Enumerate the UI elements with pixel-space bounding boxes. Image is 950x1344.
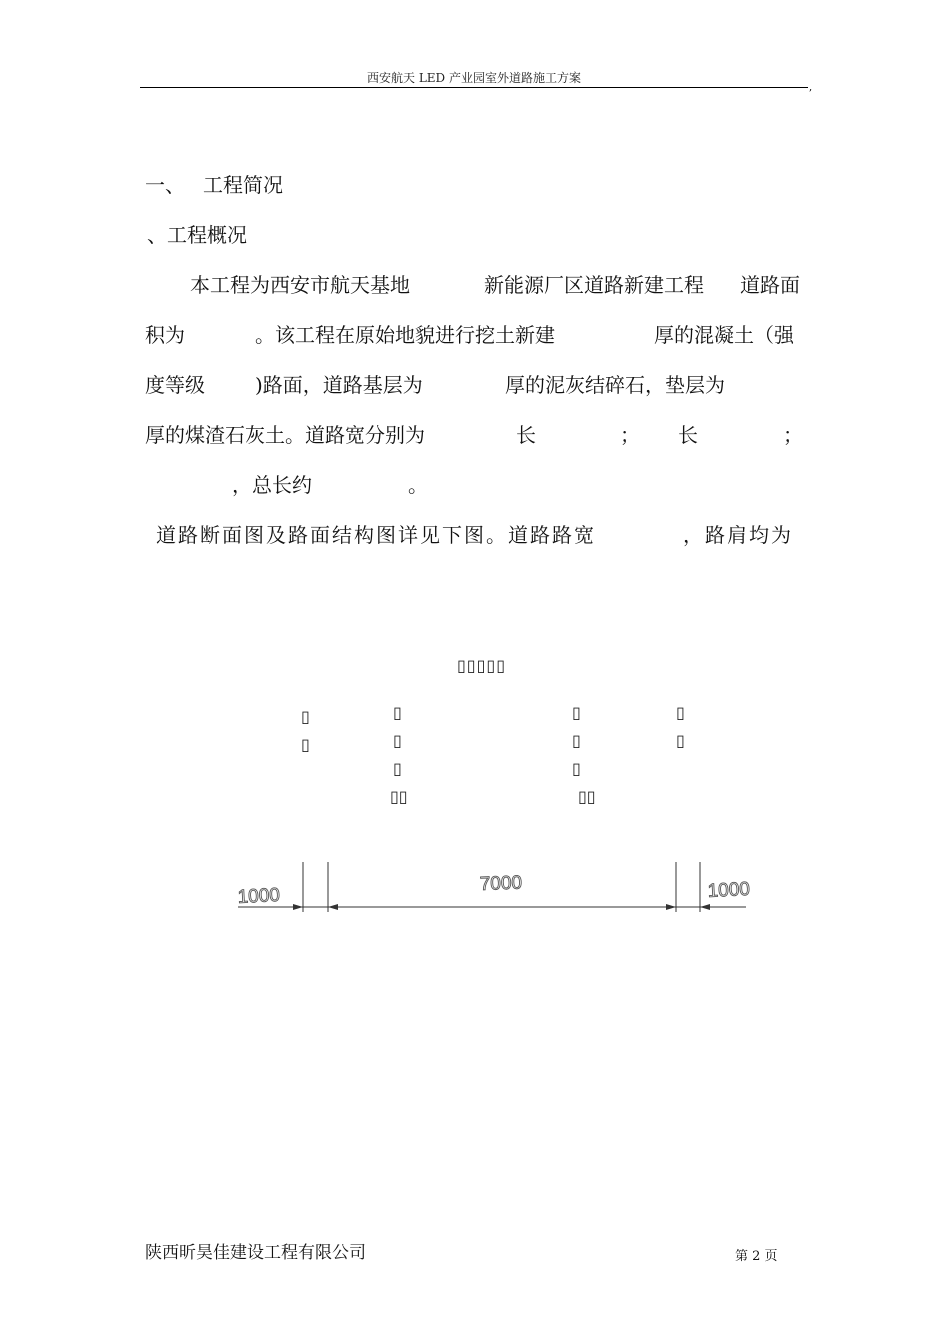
figure-glyph: ▯ — [301, 735, 310, 754]
dim-label-right: 1000 — [707, 878, 751, 902]
figure-title: ▯▯▯▯▯ — [457, 656, 507, 675]
figure-glyph: ▯ — [393, 759, 402, 778]
arrowhead — [700, 904, 710, 910]
figure-glyph: ▯ — [572, 759, 581, 778]
figure-glyph: ▯▯ — [390, 787, 408, 806]
body-text: 积为 — [145, 323, 185, 347]
body-text: ，路肩均为 — [683, 523, 793, 547]
footer-company: 陕西昕昊佳建设工程有限公司 — [145, 1243, 366, 1263]
body-text: )路面，道路基层为 — [255, 373, 423, 397]
dim-label-middle: 7000 — [479, 872, 523, 895]
road-cross-section-dimensions — [230, 850, 760, 930]
figure-glyph: ▯ — [676, 703, 685, 722]
body-text: 。 — [408, 473, 428, 497]
arrowhead — [666, 904, 676, 910]
figure-glyph: ▯▯ — [578, 787, 596, 806]
subsection-title: 、工程概况 — [147, 223, 247, 247]
header-rule — [140, 87, 808, 88]
figure-glyph: ▯ — [393, 731, 402, 750]
body-text: 长 — [516, 423, 536, 447]
body-text: 厚的混凝土（强 — [654, 323, 794, 347]
figure-glyph: ▯ — [572, 703, 581, 722]
header-mark: , — [809, 82, 813, 93]
section-title: 工程简况 — [203, 173, 283, 197]
body-text: 本工程为西安市航天基地 — [190, 273, 410, 297]
body-text: 厚的泥灰结碎石，垫层为 — [505, 373, 725, 397]
arrowhead — [328, 904, 338, 910]
body-text: ； — [783, 423, 803, 447]
dim-label-left: 1000 — [237, 884, 281, 908]
body-text: 道路断面图及路面结构图详见下图。道路路宽 — [156, 523, 596, 547]
section-number: 一、 — [145, 173, 185, 197]
page-number: 第 2 页 — [735, 1249, 778, 1264]
running-header: 西安航天 LED 产业园室外道路施工方案 — [367, 71, 581, 85]
body-text: 度等级 — [145, 373, 205, 397]
arrowhead — [293, 904, 303, 910]
body-text: 新能源厂区道路新建工程 — [484, 273, 704, 297]
body-text: ； — [620, 423, 640, 447]
body-text: 长 — [678, 423, 698, 447]
body-text: 。该工程在原始地貌进行挖土新建 — [255, 323, 555, 347]
figure-glyph: ▯ — [572, 731, 581, 750]
body-text: 道路面 — [740, 273, 800, 297]
figure-glyph: ▯ — [301, 707, 310, 726]
figure-glyph: ▯ — [676, 731, 685, 750]
figure-glyph: ▯ — [393, 703, 402, 722]
body-text: ，总长约 — [232, 473, 312, 497]
body-text: 厚的煤渣石灰土。道路宽分别为 — [145, 423, 425, 447]
